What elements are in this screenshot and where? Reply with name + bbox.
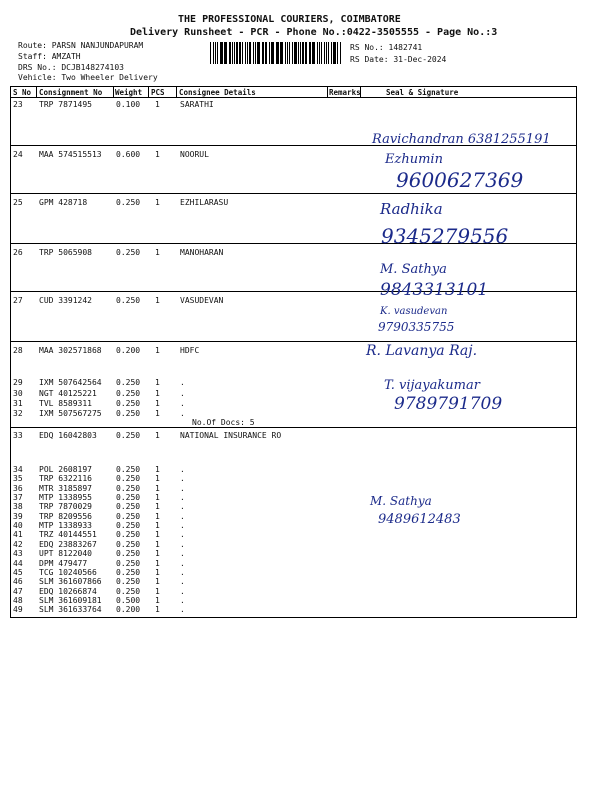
- row-consignee: MANOHARAN: [180, 248, 224, 257]
- row-pcs: 1: [155, 465, 160, 474]
- row-consignment-no: MTP 1338955: [39, 493, 92, 502]
- barcode-bar: [220, 42, 222, 64]
- barcode-bar: [249, 42, 251, 64]
- barcode-bar: [292, 42, 293, 64]
- barcode-bar: [328, 42, 329, 64]
- column-divider: [113, 86, 114, 97]
- barcode: [210, 42, 342, 64]
- row-consignee: .: [180, 465, 185, 474]
- barcode-bar: [281, 42, 283, 64]
- row-consignee: .: [180, 549, 185, 558]
- row-sno: 29: [13, 378, 23, 387]
- row-consignee: .: [180, 521, 185, 530]
- barcode-bar: [310, 42, 311, 64]
- barcode-bar: [213, 42, 215, 64]
- row-consignment-no: MTP 1338933: [39, 521, 92, 530]
- row-weight: 0.250: [116, 540, 141, 549]
- row-consignment-no: EDQ 10266874: [39, 587, 97, 596]
- col-sno: S No: [13, 88, 32, 97]
- barcode-bar: [262, 42, 263, 64]
- column-divider: [36, 86, 37, 97]
- row-consignment-no: MAA 302571868: [39, 346, 102, 355]
- col-consignment: Consignment No: [39, 88, 103, 97]
- barcode-bar: [312, 42, 314, 64]
- handwritten-signature: Radhika: [380, 200, 443, 218]
- row-sno: 32: [13, 409, 23, 418]
- row-consignment-no: SLM 361609181: [39, 596, 102, 605]
- drs-label: DRS No.: DCJB148274103: [18, 63, 124, 72]
- row-weight: 0.500: [116, 596, 141, 605]
- row-pcs: 1: [155, 198, 160, 207]
- row-weight: 0.250: [116, 465, 141, 474]
- barcode-bar: [340, 42, 341, 64]
- row-pcs: 1: [155, 559, 160, 568]
- row-consignment-no: MAA 574515513: [39, 150, 102, 159]
- barcode-bar: [285, 42, 286, 64]
- row-pcs: 1: [155, 493, 160, 502]
- row-pcs: 1: [155, 512, 160, 521]
- handwritten-signature: T. vijayakumar: [384, 378, 480, 393]
- row-pcs: 1: [155, 150, 160, 159]
- row-pcs: 1: [155, 521, 160, 530]
- row-consignment-no: EDQ 23883267: [39, 540, 97, 549]
- handwritten-signature: Ezhumin: [385, 152, 443, 167]
- row-weight: 0.200: [116, 605, 141, 614]
- row-consignment-no: MTR 3185897: [39, 484, 92, 493]
- row-sno: 41: [13, 530, 23, 539]
- barcode-bar: [309, 42, 310, 64]
- barcode-bar: [234, 42, 235, 64]
- row-separator: [10, 617, 576, 618]
- docs-count: No.Of Docs: 5: [192, 418, 255, 427]
- row-weight: 0.200: [116, 346, 141, 355]
- row-sno: 23: [13, 100, 23, 109]
- barcode-bar: [319, 42, 321, 64]
- row-weight: 0.250: [116, 378, 141, 387]
- staff-label: Staff: AMZATH: [18, 52, 81, 61]
- column-divider: [10, 86, 11, 618]
- row-sno: 24: [13, 150, 23, 159]
- handwritten-signature: M. Sathya: [370, 494, 432, 508]
- column-divider: [176, 86, 177, 97]
- column-divider: [576, 86, 577, 618]
- handwritten-phone: 9600627369: [396, 168, 524, 192]
- row-pcs: 1: [155, 248, 160, 257]
- row-consignee: HDFC: [180, 346, 200, 355]
- row-consignment-no: EDQ 16042803: [39, 431, 97, 440]
- row-consignee: EZHILARASU: [180, 198, 229, 207]
- table-header-rule: [10, 97, 576, 98]
- row-sno: 49: [13, 605, 23, 614]
- row-sno: 45: [13, 568, 23, 577]
- barcode-bar: [300, 42, 301, 64]
- rs-no-label: RS No.: 1482741: [350, 43, 423, 52]
- row-consignee: .: [180, 568, 185, 577]
- row-weight: 0.250: [116, 512, 141, 521]
- row-consignment-no: NGT 40125221: [39, 389, 97, 398]
- row-pcs: 1: [155, 549, 160, 558]
- barcode-bar: [321, 42, 322, 64]
- vehicle-label: Vehicle: Two Wheeler Delivery: [18, 73, 158, 82]
- row-sno: 31: [13, 399, 23, 408]
- row-consignment-no: TVL 8589311: [39, 399, 92, 408]
- row-sno: 30: [13, 389, 23, 398]
- row-pcs: 1: [155, 568, 160, 577]
- row-weight: 0.250: [116, 431, 141, 440]
- row-weight: 0.250: [116, 502, 141, 511]
- row-consignee: .: [180, 587, 185, 596]
- row-consignment-no: TRP 5065908: [39, 248, 92, 257]
- row-sno: 33: [13, 431, 23, 440]
- row-pcs: 1: [155, 431, 160, 440]
- barcode-bar: [280, 42, 281, 64]
- row-consignment-no: TRP 6322116: [39, 474, 92, 483]
- row-consignee: .: [180, 596, 185, 605]
- row-consignee: .: [180, 484, 185, 493]
- row-weight: 0.250: [116, 484, 141, 493]
- col-consignee: Consignee Details: [179, 88, 256, 97]
- row-weight: 0.250: [116, 409, 141, 418]
- row-consignment-no: TRZ 40144551: [39, 530, 97, 539]
- row-consignment-no: UPT 8122040: [39, 549, 92, 558]
- row-sno: 37: [13, 493, 23, 502]
- handwritten-phone: 9345279556: [381, 224, 509, 248]
- barcode-bar: [276, 42, 278, 64]
- runsheet-title: Delivery Runsheet - PCR - Phone No.:0422-3505555 - Page No.:3: [130, 27, 498, 38]
- row-separator: [10, 291, 576, 292]
- row-consignment-no: GPM 428718: [39, 198, 88, 207]
- row-consignee: .: [180, 378, 185, 387]
- row-pcs: 1: [155, 474, 160, 483]
- row-consignment-no: CUD 3391242: [39, 296, 92, 305]
- row-pcs: 1: [155, 605, 160, 614]
- row-consignee: .: [180, 540, 185, 549]
- row-consignment-no: IXM 507642564: [39, 378, 102, 387]
- row-pcs: 1: [155, 378, 160, 387]
- row-separator: [10, 193, 576, 194]
- column-divider: [327, 86, 328, 97]
- row-consignee: .: [180, 474, 185, 483]
- row-consignment-no: TCG 10240566: [39, 568, 97, 577]
- row-weight: 0.250: [116, 296, 141, 305]
- row-sno: 26: [13, 248, 23, 257]
- row-pcs: 1: [155, 389, 160, 398]
- barcode-bar: [326, 42, 328, 64]
- row-sno: 46: [13, 577, 23, 586]
- row-weight: 0.250: [116, 389, 141, 398]
- row-consignment-no: SLM 361633764: [39, 605, 102, 614]
- row-consignee: .: [180, 493, 185, 502]
- barcode-bar: [217, 42, 218, 64]
- row-consignee: .: [180, 409, 185, 418]
- row-pcs: 1: [155, 346, 160, 355]
- company-title: THE PROFESSIONAL COURIERS, COIMBATORE: [178, 14, 401, 25]
- row-weight: 0.250: [116, 587, 141, 596]
- row-weight: 0.250: [116, 248, 141, 257]
- row-weight: 0.250: [116, 474, 141, 483]
- row-consignment-no: DPM 479477: [39, 559, 88, 568]
- row-weight: 0.250: [116, 521, 141, 530]
- row-consignee: VASUDEVAN: [180, 296, 224, 305]
- barcode-bar: [294, 42, 296, 64]
- row-consignment-no: SLM 361607866: [39, 577, 102, 586]
- row-consignment-no: IXM 507567275: [39, 409, 102, 418]
- row-sno: 34: [13, 465, 23, 474]
- row-weight: 0.250: [116, 568, 141, 577]
- barcode-bar: [215, 42, 216, 64]
- row-weight: 0.250: [116, 577, 141, 586]
- row-pcs: 1: [155, 484, 160, 493]
- row-consignee: .: [180, 530, 185, 539]
- row-pcs: 1: [155, 399, 160, 408]
- row-consignee: .: [180, 502, 185, 511]
- col-weight: Weight: [115, 88, 143, 97]
- barcode-bar: [331, 42, 332, 64]
- row-consignee: .: [180, 577, 185, 586]
- row-consignee: SARATHI: [180, 100, 214, 109]
- barcode-bar: [229, 42, 231, 64]
- row-weight: 0.250: [116, 399, 141, 408]
- handwritten-signature: M. Sathya: [380, 262, 447, 277]
- barcode-bar: [333, 42, 335, 64]
- handwritten-signature: Ravichandran 6381255191: [372, 132, 551, 147]
- row-pcs: 1: [155, 100, 160, 109]
- row-sno: 27: [13, 296, 23, 305]
- barcode-bar: [253, 42, 255, 64]
- row-pcs: 1: [155, 596, 160, 605]
- row-weight: 0.250: [116, 493, 141, 502]
- handwritten-phone: 9489612483: [378, 512, 461, 527]
- barcode-bar: [324, 42, 325, 64]
- row-pcs: 1: [155, 577, 160, 586]
- row-weight: 0.250: [116, 198, 141, 207]
- barcode-bar: [337, 42, 339, 64]
- route-label: Route: PARSN NANJUNDAPURAM: [18, 41, 144, 50]
- barcode-bar: [302, 42, 304, 64]
- barcode-bar: [305, 42, 307, 64]
- barcode-bar: [247, 42, 248, 64]
- barcode-bar: [245, 42, 246, 64]
- row-separator: [10, 427, 576, 428]
- handwritten-signature: R. Lavanya Raj.: [366, 343, 478, 359]
- col-pcs: PCS: [151, 88, 165, 97]
- barcode-bar: [239, 42, 241, 64]
- rs-date-label: RS Date: 31-Dec-2024: [350, 55, 447, 64]
- barcode-bar: [210, 42, 211, 64]
- barcode-bar: [271, 42, 272, 64]
- row-consignment-no: TRP 7871495: [39, 100, 92, 109]
- barcode-bar: [236, 42, 238, 64]
- row-consignee: NATIONAL INSURANCE RO: [180, 431, 282, 440]
- row-weight: 0.600: [116, 150, 141, 159]
- barcode-bar: [263, 42, 264, 64]
- row-separator: [10, 341, 576, 342]
- barcode-bar: [287, 42, 288, 64]
- row-consignee: .: [180, 559, 185, 568]
- table-top-rule: [10, 86, 576, 87]
- row-sno: 28: [13, 346, 23, 355]
- barcode-bar: [269, 42, 270, 64]
- row-pcs: 1: [155, 409, 160, 418]
- barcode-bar: [265, 42, 267, 64]
- row-pcs: 1: [155, 502, 160, 511]
- row-pcs: 1: [155, 587, 160, 596]
- row-sno: 39: [13, 512, 23, 521]
- row-pcs: 1: [155, 530, 160, 539]
- handwritten-phone: 9790335755: [378, 320, 455, 334]
- row-sno: 38: [13, 502, 23, 511]
- barcode-bar: [298, 42, 299, 64]
- row-sno: 47: [13, 587, 23, 596]
- row-consignment-no: TRP 8209556: [39, 512, 92, 521]
- handwritten-phone: 9843313101: [380, 280, 489, 300]
- handwritten-signature: K. vasudevan: [380, 306, 448, 317]
- row-consignee: .: [180, 399, 185, 408]
- barcode-bar: [272, 42, 274, 64]
- row-sno: 35: [13, 474, 23, 483]
- barcode-bar: [289, 42, 291, 64]
- row-weight: 0.250: [116, 549, 141, 558]
- row-sno: 44: [13, 559, 23, 568]
- row-consignee: .: [180, 605, 185, 614]
- barcode-bar: [224, 42, 225, 64]
- row-weight: 0.100: [116, 100, 141, 109]
- barcode-bar: [225, 42, 227, 64]
- row-consignee: .: [180, 389, 185, 398]
- barcode-bar: [242, 42, 243, 64]
- row-sno: 36: [13, 484, 23, 493]
- row-weight: 0.250: [116, 530, 141, 539]
- row-pcs: 1: [155, 296, 160, 305]
- row-weight: 0.250: [116, 559, 141, 568]
- col-remarks: Remarks: [329, 88, 361, 97]
- row-consignment-no: POL 2608197: [39, 465, 92, 474]
- row-consignee: NOORUL: [180, 150, 209, 159]
- row-consignment-no: TRP 7870029: [39, 502, 92, 511]
- barcode-bar: [257, 42, 259, 64]
- barcode-bar: [317, 42, 318, 64]
- barcode-bar: [232, 42, 233, 64]
- handwritten-phone: 9789791709: [394, 394, 503, 414]
- row-sno: 25: [13, 198, 23, 207]
- row-sno: 43: [13, 549, 23, 558]
- row-sno: 48: [13, 596, 23, 605]
- row-consignee: .: [180, 512, 185, 521]
- row-pcs: 1: [155, 540, 160, 549]
- row-sno: 42: [13, 540, 23, 549]
- column-divider: [148, 86, 149, 97]
- barcode-bar: [255, 42, 256, 64]
- row-sno: 40: [13, 521, 23, 530]
- col-seal: Seal & Signature: [386, 88, 459, 97]
